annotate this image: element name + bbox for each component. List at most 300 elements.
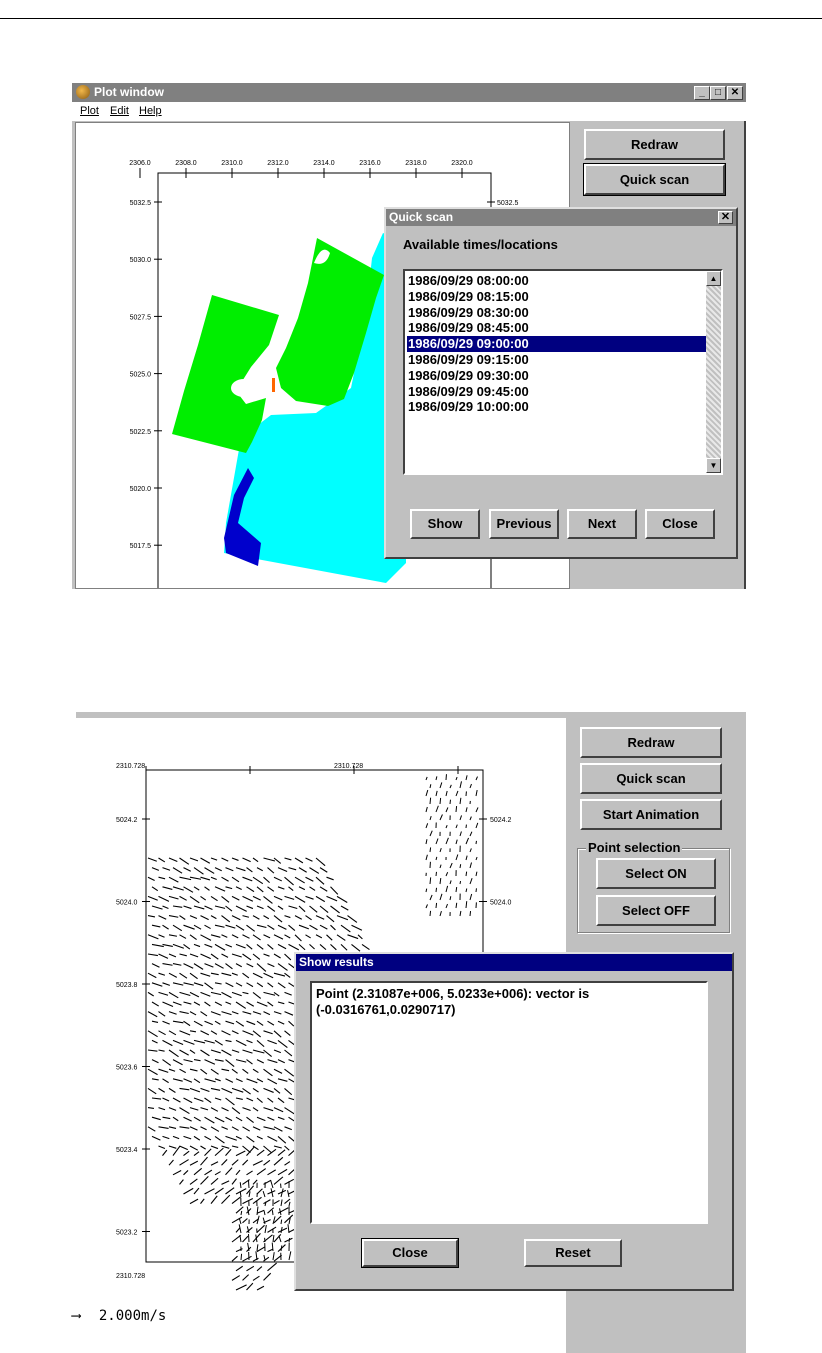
vector-arrow: [476, 777, 478, 780]
vector-arrow: [247, 1266, 254, 1271]
vector-arrow: [456, 887, 457, 892]
minimize-icon[interactable]: _: [694, 86, 710, 100]
app-icon[interactable]: [76, 85, 90, 99]
maximize-icon[interactable]: □: [710, 86, 726, 100]
vector-arrow: [222, 877, 229, 881]
vector-arrow: [281, 1220, 282, 1224]
vector-arrow: [306, 916, 312, 920]
times-listbox[interactable]: [403, 269, 723, 475]
vector-arrow: [240, 1235, 241, 1242]
vector-arrow: [274, 896, 282, 900]
vector-arrow: [285, 858, 292, 860]
vector-arrow: [201, 877, 210, 880]
vector-arrow: [247, 1002, 254, 1006]
vector-arrow: [253, 954, 260, 959]
vector-arrow: [253, 992, 261, 998]
y-tick-label: 5020.0: [129, 486, 151, 493]
vector-arrow: [316, 877, 324, 884]
vector-arrow: [257, 1002, 267, 1006]
vector-arrow: [163, 944, 173, 946]
vector-arrow: [173, 868, 182, 874]
redraw-button[interactable]: Redraw: [584, 129, 725, 160]
vector-arrow: [274, 877, 282, 881]
vector-arrow: [236, 983, 242, 986]
vector-arrow: [271, 1180, 273, 1188]
vector-arrow: [201, 954, 211, 959]
vector-arrow: [184, 925, 195, 929]
vector-arrow: [184, 1188, 194, 1194]
vector-arrow: [152, 944, 164, 946]
list-item[interactable]: 1986/09/29 08:15:00: [408, 288, 529, 304]
vector-arrow: [222, 916, 230, 922]
vector-arrow: [232, 1012, 238, 1014]
vector-arrow: [152, 1002, 159, 1006]
y-tick-label: 5023.6: [116, 1064, 138, 1072]
vector-arrow: [268, 944, 274, 949]
vector-arrow: [226, 1136, 237, 1140]
list-item[interactable]: 1986/09/29 08:00:00: [408, 273, 529, 288]
vector-arrow: [274, 935, 283, 939]
vector-arrow: [169, 1012, 177, 1015]
vector-arrow: [243, 1050, 253, 1053]
vector-arrow: [268, 964, 275, 967]
vector-arrow: [159, 1031, 166, 1035]
vector-arrow: [278, 1040, 287, 1047]
previous-button[interactable]: Previous: [489, 509, 559, 539]
vector-arrow: [236, 944, 246, 948]
plot-window-2: [76, 712, 746, 1353]
dialog-titlebar[interactable]: [386, 209, 736, 226]
vector-arrow: [194, 1168, 202, 1174]
vector-arrow: [205, 1149, 212, 1156]
menu-help[interactable]: Help: [139, 105, 162, 117]
list-item[interactable]: 1986/09/29 08:45:00: [408, 320, 529, 336]
vector-arrow: [152, 964, 159, 968]
close-icon[interactable]: ✕: [727, 86, 743, 100]
vector-arrow: [466, 838, 469, 844]
vector-arrow: [470, 878, 472, 884]
vector-arrow: [215, 1021, 220, 1024]
vector-arrow: [194, 887, 199, 890]
vector-arrow: [222, 935, 228, 938]
vector-arrow: [476, 790, 477, 796]
vector-arrow: [205, 983, 214, 989]
vector-arrow: [211, 935, 220, 938]
vector-arrow: [285, 1215, 293, 1223]
vector-arrow: [232, 1276, 240, 1281]
vector-arrow: [163, 868, 171, 871]
y-tick-label: 5017.5: [129, 543, 151, 551]
menu-plot[interactable]: Plot: [80, 105, 99, 117]
vector-arrow: [236, 1151, 245, 1156]
vector-arrow: [152, 1040, 158, 1043]
vector-arrow: [352, 944, 361, 951]
vector-arrow: [148, 935, 158, 939]
vector-arrow: [426, 823, 428, 828]
menu-edit[interactable]: Edit: [110, 105, 129, 117]
vector-arrow: [264, 1012, 270, 1015]
vector-arrow: [253, 1276, 259, 1280]
vector-arrow: [253, 1088, 259, 1092]
vector-arrow: [148, 1127, 155, 1131]
vector-arrow: [285, 935, 291, 938]
vector-arrow: [211, 916, 216, 919]
vector-arrow: [253, 935, 261, 940]
dialog-titlebar[interactable]: [296, 954, 732, 971]
vector-arrow: [184, 1151, 190, 1155]
vector-arrow: [470, 911, 471, 916]
vector-arrow: [232, 992, 242, 995]
vector-arrow: [201, 1108, 209, 1110]
vector-arrow: [148, 858, 157, 861]
vector-arrow: [205, 1079, 216, 1082]
vector-arrow: [257, 1021, 263, 1025]
y-tick-label: 5024.0: [116, 899, 138, 907]
vector-arrow: [274, 858, 281, 863]
vector-arrow: [426, 790, 428, 796]
list-item[interactable]: 1986/09/29 09:45:00: [408, 383, 529, 399]
select-on-button[interactable]: Select ON: [596, 858, 716, 889]
vector-arrow: [205, 1060, 215, 1065]
vector-arrow: [337, 916, 348, 920]
vector-arrow: [222, 1031, 231, 1035]
list-item[interactable]: 1986/09/29 09:15:00: [408, 352, 529, 367]
vector-arrow: [299, 887, 305, 890]
vector-arrow: [194, 868, 203, 875]
vector-arrow: [253, 896, 261, 900]
vector-arrow: [285, 1162, 290, 1166]
vector-arrow: [180, 954, 187, 956]
vector-arrow: [274, 1200, 280, 1203]
vector-arrow: [263, 1191, 265, 1197]
vector-arrow: [159, 877, 166, 879]
vector-arrow: [215, 906, 225, 908]
vector-arrow: [460, 911, 461, 916]
vector-arrow: [236, 868, 245, 871]
vector-arrow: [205, 906, 213, 909]
vector-arrow: [341, 925, 350, 932]
vector-arrow: [436, 888, 437, 892]
next-button[interactable]: Next: [567, 509, 637, 539]
vector-arrow: [163, 1002, 174, 1006]
vector-arrow: [268, 1060, 278, 1063]
vector-arrow: [173, 983, 183, 985]
vector-arrow: [211, 1050, 221, 1053]
vector-arrow: [236, 1170, 240, 1175]
show-results-dialog: [294, 952, 734, 1291]
vector-arrow: [268, 1249, 274, 1252]
vector-arrow: [222, 1050, 232, 1055]
vector-arrow: [436, 857, 437, 860]
vector-arrow: [190, 1161, 198, 1165]
vector-arrow: [247, 1283, 253, 1290]
vector-arrow: [285, 916, 291, 918]
vector-arrow: [232, 1160, 238, 1166]
vector-arrow: [215, 925, 224, 927]
close-button[interactable]: Close: [645, 509, 715, 539]
quick-scan-button[interactable]: Quick scan: [580, 763, 722, 794]
vector-arrow: [205, 868, 215, 874]
vector-arrow: [180, 935, 187, 939]
point-selection-group: [577, 840, 730, 933]
vector-arrow: [243, 1012, 252, 1014]
vector-arrow: [205, 925, 211, 928]
vector-arrow: [148, 954, 158, 956]
quick-scan-dialog: [384, 207, 738, 559]
vector-arrow: [470, 817, 471, 820]
select-off-button[interactable]: Select OFF: [596, 895, 716, 926]
vector-arrow: [163, 1136, 170, 1138]
vector-arrow: [194, 1040, 205, 1043]
vector-arrow: [460, 864, 461, 868]
vector-arrow: [268, 1117, 275, 1120]
vector-arrow: [241, 1254, 242, 1260]
legend-label: 2.000m/s: [98, 1308, 167, 1324]
vector-arrow: [264, 1273, 271, 1280]
x-tick-label: 2316.0: [359, 160, 381, 167]
vector-arrow: [257, 868, 263, 871]
vector-arrow: [184, 1170, 189, 1174]
vector-arrow: [152, 906, 163, 909]
screenshot-plot-window: [72, 83, 750, 589]
vector-arrow: [295, 916, 302, 920]
vector-arrow: [226, 906, 232, 911]
vector-arrow: [470, 863, 472, 868]
vector-arrow: [310, 906, 318, 912]
reset-button[interactable]: Reset: [524, 1239, 622, 1267]
vector-arrow: [159, 992, 169, 995]
vector-arrow: [257, 1244, 258, 1251]
vector-arrow: [247, 925, 255, 931]
vector-arrow: [253, 1108, 258, 1111]
vector-arrow: [184, 887, 194, 893]
vector-arrow: [243, 916, 249, 918]
vector-arrow: [273, 1216, 275, 1224]
vector-arrow: [232, 1235, 241, 1242]
vector-arrow: [264, 1255, 265, 1260]
vector-arrow: [159, 1069, 169, 1072]
vector-arrow: [201, 935, 211, 941]
vector-arrow: [148, 1069, 158, 1074]
vector-arrow: [201, 1069, 207, 1074]
vector-arrow: [257, 1150, 264, 1156]
listbox-scrollbar[interactable]: [706, 271, 721, 473]
vector-arrow: [148, 896, 158, 900]
x-tick-label: 2306.0: [129, 160, 151, 167]
vector-arrow: [190, 935, 197, 940]
vector-arrow: [460, 798, 461, 804]
vector-arrow: [430, 816, 431, 820]
list-item[interactable]: 1986/09/29 08:30:00: [408, 304, 529, 320]
vector-arrow: [450, 785, 451, 788]
vector-arrow: [190, 1146, 198, 1150]
vector-arrow: [205, 1002, 211, 1006]
vector-arrow: [476, 807, 478, 812]
vector-arrow: [253, 1127, 260, 1130]
vector-arrow: [460, 832, 461, 836]
list-item[interactable]: 1986/09/29 10:00:00: [408, 399, 529, 415]
vector-arrow: [278, 1169, 287, 1174]
vector-arrow: [232, 1088, 243, 1092]
vector-arrow: [201, 1012, 207, 1016]
vector-arrow: [446, 904, 448, 908]
list-item[interactable]: 1986/09/29 09:30:00: [408, 367, 529, 383]
vector-arrow: [295, 877, 305, 883]
vector-arrow: [194, 944, 200, 946]
vector-arrow: [257, 1210, 264, 1213]
vector-arrow: [289, 868, 297, 870]
vector-arrow: [173, 925, 182, 931]
vector-arrow: [184, 868, 191, 872]
vector-arrow: [257, 1247, 265, 1252]
vector-arrow: [222, 1146, 230, 1148]
vector-arrow: [273, 1235, 274, 1242]
vector-arrow: [278, 964, 287, 971]
vector-arrow: [243, 1236, 249, 1242]
vector-arrow: [466, 888, 467, 892]
vector-arrow: [470, 832, 472, 836]
vector-arrow: [190, 1199, 198, 1203]
vector-arrow: [466, 856, 467, 860]
vector-arrow: [264, 992, 276, 995]
plot-window: [72, 83, 746, 589]
vector-arrow: [226, 1188, 235, 1194]
vector-arrow: [184, 944, 190, 949]
vector-arrow: [232, 954, 242, 957]
vector-arrow: [289, 1238, 290, 1242]
vector-arrow: [201, 1199, 205, 1204]
vector-arrow: [201, 896, 206, 900]
vector-arrow: [222, 1159, 228, 1165]
vector-arrow: [285, 954, 291, 960]
vector-arrow: [159, 954, 168, 958]
start-animation-button[interactable]: Start Animation: [580, 799, 722, 830]
vector-arrow: [190, 1179, 197, 1184]
vector-arrow: [173, 944, 184, 948]
vector-arrow: [163, 1117, 171, 1118]
vector-arrow: [159, 1146, 165, 1148]
vector-arrow: [222, 896, 230, 902]
scroll-up-icon[interactable]: ▲: [706, 271, 721, 286]
quick-scan-button[interactable]: Quick scan: [584, 164, 725, 195]
vector-arrow: [278, 1021, 284, 1024]
vector-arrow: [268, 983, 274, 987]
vector-arrow: [201, 1088, 210, 1091]
vector-arrow: [226, 868, 234, 871]
vector-arrow: [285, 973, 291, 977]
vector-arrow: [148, 973, 156, 977]
vector-arrow: [285, 1146, 290, 1150]
vector-arrow: [289, 1251, 291, 1260]
vector-arrow: [285, 992, 292, 995]
vector-arrow: [273, 1252, 274, 1260]
point-selection-label: Point selection: [588, 840, 681, 855]
vector-arrow: [205, 1117, 215, 1123]
vector-arrow: [243, 877, 253, 881]
x-tick-label: 2310.728: [334, 763, 364, 770]
vector-arrow: [232, 1127, 239, 1131]
vector-arrow: [240, 1182, 241, 1188]
vector-arrow: [159, 896, 169, 901]
vector-arrow: [190, 896, 199, 902]
vector-arrow: [257, 944, 263, 949]
vector-arrow: [215, 1188, 224, 1194]
vector-arrow: [466, 807, 467, 812]
show-button[interactable]: Show: [410, 509, 480, 539]
vector-arrow: [278, 944, 286, 948]
vector-arrow: [173, 1040, 183, 1044]
vector-arrow: [190, 916, 197, 919]
vector-arrow: [253, 1012, 261, 1015]
vector-arrow: [243, 1218, 248, 1222]
vector-arrow: [201, 1031, 209, 1035]
vector-arrow: [436, 903, 437, 908]
vector-arrow: [159, 1012, 166, 1017]
vector-arrow: [281, 1227, 282, 1233]
vector-arrow: [201, 1050, 210, 1056]
vector-arrow: [222, 992, 232, 997]
vector-arrow: [169, 935, 177, 936]
vector-arrow: [278, 1228, 287, 1232]
vector-arrow: [226, 1021, 235, 1024]
vector-arrow: [226, 944, 232, 947]
vector-arrow: [450, 880, 451, 884]
window-title: Plot window: [94, 85, 164, 99]
vector-arrow: [289, 925, 295, 930]
vector-arrow: [163, 887, 173, 890]
vector-arrow: [257, 925, 266, 927]
vector-arrow: [285, 1127, 292, 1130]
vector-arrow: [446, 886, 448, 892]
vector-arrow: [159, 916, 167, 920]
vector-arrow: [159, 1088, 165, 1092]
results-text[interactable]: Point (2.31087e+006, 5.0233e+006): vector is (-0.0316761,0.0290717): [310, 981, 708, 1224]
vector-arrow: [236, 1189, 246, 1194]
window-titlebar[interactable]: [72, 83, 746, 102]
vector-arrow: [211, 1178, 218, 1184]
redraw-button[interactable]: Redraw: [580, 727, 722, 758]
vector-arrow: [257, 1040, 264, 1046]
y-tick-label: 5024.2: [116, 817, 138, 824]
vector-arrow: [257, 1267, 262, 1271]
list-item[interactable]: 1986/09/29 09:00:00: [407, 336, 707, 352]
vector-arrow: [274, 1088, 280, 1093]
vector-arrow: [257, 964, 266, 972]
y-tick-label: 5023.2: [116, 1229, 138, 1237]
vector-arrow: [257, 1207, 258, 1215]
vector-arrow: [205, 1170, 212, 1175]
scroll-down-icon[interactable]: ▼: [706, 458, 721, 473]
vector-arrow: [264, 858, 275, 861]
vector-arrow: [446, 791, 447, 796]
vector-arrow: [180, 896, 187, 900]
vector-arrow: [190, 858, 198, 861]
vector-arrow: [211, 896, 218, 900]
vector-arrow: [211, 1146, 218, 1149]
close-button[interactable]: Close: [362, 1239, 458, 1267]
vector-arrow: [278, 906, 283, 909]
vector-arrow: [430, 831, 432, 836]
vector-arrow: [201, 1146, 206, 1149]
vector-arrow: [180, 877, 192, 879]
vector-arrow: [257, 1060, 264, 1063]
vector-arrow: [159, 858, 165, 862]
vector-arrow: [173, 1117, 178, 1121]
vector-arrow: [190, 1108, 198, 1111]
vector-arrow: [253, 1258, 258, 1261]
close-icon[interactable]: ✕: [718, 211, 733, 224]
vector-arrow: [152, 887, 158, 891]
